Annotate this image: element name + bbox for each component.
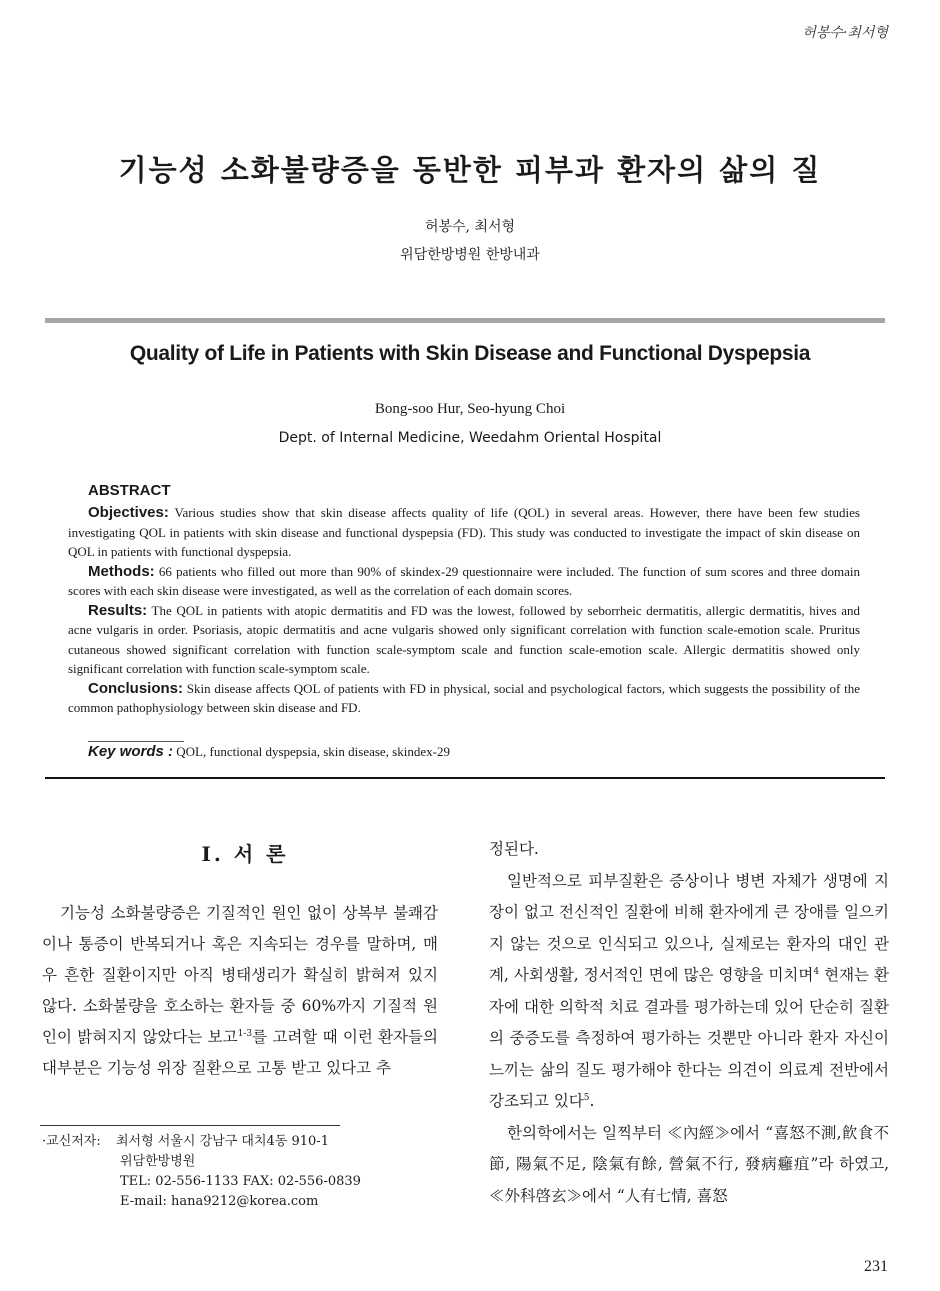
objectives-text: Various studies show that skin disease affects quality of life (QOL) in several areas. However, there have been few studies investigating QOL in patients with skin disease and functional dyspepsia (FD). This study was conducted to investigate the impact of skin disease on QOL in patients with functional dyspepsia. [68,505,860,559]
intro-continuation: 정된다. [489,840,539,858]
intro-paragraph-1 [42,898,438,1084]
abstract-body [68,503,860,718]
footnote-line-4: E-mail: hana9212@korea.com [120,1194,319,1209]
keywords-text: QOL, functional dyspepsia, skin disease, skindex-29 [176,744,450,759]
abstract-heading: ABSTRACT [88,482,171,499]
footnote-divider [40,1125,340,1126]
abstract-divider [45,777,885,779]
methods-text: 66 patients who filled out more than 90% of skindex-29 questionnaire were included. The function of sum scores and three domain scores with each skin disease were investigated, as well as the correlation of each domain scores. [68,563,860,598]
section-heading: Ⅰ. 서 론 [201,842,289,866]
korean-authors: 허봉수, 최서형 [424,219,516,235]
page-number: 231 [864,1258,888,1275]
intro-text-part-1: 기능성 소화불량증은 기질적인 원인 없이 상복부 불쾌감이나 통증이 반복되거나 혹은 지속되는 경우를 말하며, 매우 흔한 질환이지만 아직 병태생리가 확실히 밝혀져 있지 않다. 소화불량을 호소하는 환자들 중 60%까지 기질적 원인이 밝혀지지 않았다는 보고 [42,904,438,1046]
english-affiliation: Dept. of Internal Medicine, Weedahm Oriental Hospital [278,430,662,446]
abstract-results [68,601,860,679]
english-title: Quality of Life in Patients with Skin Disease and Functional Dyspepsia [129,342,811,365]
paragraph-2-part-1: 일반적으로 피부질환은 증상이나 병변 자체가 생명에 지장이 없고 전신적인 질환에 비해 환자에게 큰 장애를 일으키지 않는 것으로 인식되고 있으나, 실제로는 환자의 대인 관계, 사회생활, 정서적인 면에 많은 영향을 미치며 [489,871,889,984]
footnote-line-1: 최서형 서울시 강남구 대치4동 910-1 [116,1134,329,1149]
intro-text-part-2: 를 고려할 때 이런 환자들의 대부분은 기능성 위장 질환으로 고통 받고 있다고 추 [42,1028,438,1077]
keywords [88,743,450,760]
footnote-line-3: TEL: 02-556-1133 FAX: 02-556-0839 [120,1174,361,1189]
results-label: Results: [88,601,148,619]
korean-affiliation: 위담한방병원 한방내과 [400,247,540,263]
abstract-conclusions [68,679,860,718]
english-authors: Bong-soo Hur, Seo-hyung Choi [374,401,566,417]
intro-paragraph-2 [489,866,889,1118]
abstract-objectives [68,503,860,562]
methods-label: Methods: [88,562,155,580]
citation-superscript: 4 [813,966,820,977]
footnote-label: ·교신저자: [42,1134,101,1149]
left-column-text [42,898,438,1084]
citation-superscript: 1-3 [237,1028,253,1039]
title-divider-gray [45,318,885,323]
paragraph-2-part-3: . [589,1092,595,1110]
intro-paragraph-3: 한의학에서는 일찍부터 ≪內經≫에서 “喜怒不測,飮食不節, 陽氣不足, 陰氣有餘, 營氣不行, 發病癰疽”라 하였고, ≪外科啓玄≫에서 “人有七情, 喜怒 [489,1123,889,1205]
citation-superscript: 5 [583,1092,590,1103]
right-column-text [489,834,889,1212]
korean-title: 기능성 소화불량증을 동반한 피부과 환자의 삶의 질 [118,153,822,187]
abstract-methods [68,562,860,601]
conclusions-label: Conclusions: [88,679,184,697]
results-text: The QOL in patients with atopic dermatitis and FD was the lowest, followed by seborrheic dermatitis, allergic dermatitis, hives and acne vulgaris in order. Psoriasis, atopic dermatitis and acne vulgaris showed only significant correlation with function scale-emotion scale. Pruritus cutaneous showed significant correlation with function scale-symptom scale and function scale-emotion scale. Allergic dermatitis showed only significant correlation with function scale-symptom scale. [68,602,861,676]
footnote-line-2: 위담한방병원 [120,1154,196,1169]
conclusions-text: Skin disease affects QOL of patients with FD in physical, social and psychological factors, which suggests the possibility of the common pathophysiology between skin disease and FD. [68,680,861,715]
objectives-label: Objectives: [88,504,169,521]
keywords-label: Key words : [88,743,174,760]
keywords-underline [88,741,184,742]
running-head: 허봉수·최서형 [802,25,888,41]
correspondence-footnote [42,1132,442,1212]
paragraph-2-part-2: 현재는 환자에 대한 의학적 치료 결과를 평가하는데 있어 단순히 질환의 중증도를 측정하여 평가하는 것뿐만 아니라 환자 자신이 느끼는 삶의 질도 평가해야 한다는 의견이 의료계 전반에서 강조되고 있다 [489,966,890,1110]
